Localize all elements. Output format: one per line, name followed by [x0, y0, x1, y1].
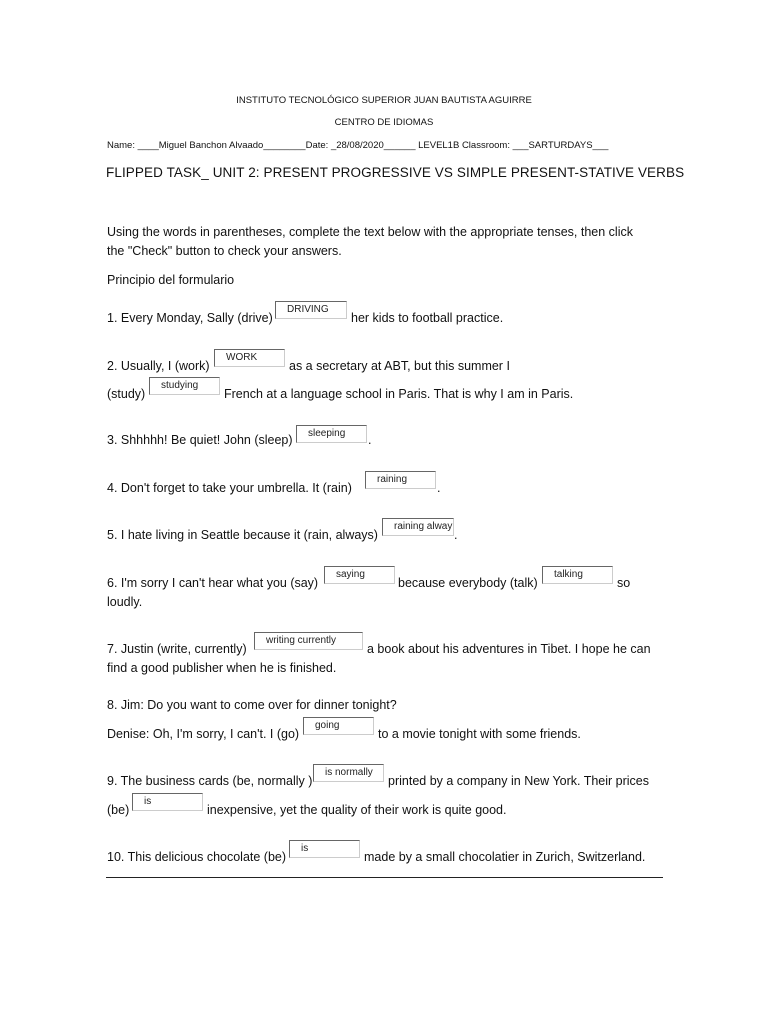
- q4-text-after: .: [437, 481, 441, 495]
- q8-text-line-1: 8. Jim: Do you want to come over for dinner tonight?: [107, 698, 397, 712]
- q5-text-before: 5. I hate living in Seattle because it (rain, always): [107, 528, 378, 542]
- instructions-line-2: the "Check" button to check your answers.: [107, 244, 342, 258]
- department-name: CENTRO DE IDIOMAS: [334, 117, 434, 128]
- q1-text-after: her kids to football practice.: [351, 311, 504, 325]
- q2-answer-input-1[interactable]: WORK: [214, 349, 285, 367]
- q9-answer-input-2[interactable]: is: [132, 793, 203, 811]
- q6-text-line-2: loudly.: [107, 595, 143, 609]
- form-start-label: Principio del formulario: [107, 273, 235, 287]
- q4-text-before: 4. Don't forget to take your umbrella. It (rain): [107, 481, 352, 495]
- q1-text-before: 1. Every Monday, Sally (drive): [107, 311, 273, 325]
- q6-answer-input-1[interactable]: saying: [324, 566, 395, 584]
- q5-answer-input[interactable]: raining alway: [382, 518, 454, 536]
- q3-answer-input[interactable]: sleeping: [296, 425, 367, 443]
- q8-text-after: to a movie tonight with some friends.: [378, 727, 581, 741]
- q10-answer-input[interactable]: is: [289, 840, 360, 858]
- q7-text-before: 7. Justin (write, currently): [107, 642, 247, 656]
- q2-text-before-2: (study): [107, 387, 146, 401]
- q6-text-after: so: [617, 576, 631, 590]
- q10-text-after: made by a small chocolatier in Zurich, Switzerland.: [364, 850, 646, 864]
- q3-text-after: .: [368, 433, 372, 447]
- q5-text-after: .: [454, 528, 458, 542]
- instructions-line-1: Using the words in parentheses, complete the text below with the appropriate tenses, then click: [107, 225, 633, 239]
- q4-answer-input[interactable]: raining: [365, 471, 436, 489]
- q2-text-after-1: as a secretary at ABT, but this summer I: [289, 359, 510, 373]
- q9-text-before: 9. The business cards (be, normally ): [107, 774, 313, 788]
- q6-answer-input-2[interactable]: talking: [542, 566, 613, 584]
- q7-text-after: a book about his adventures in Tibet. I hope he can: [367, 642, 651, 656]
- q9-text-after-2: inexpensive, yet the quality of their work is quite good.: [207, 803, 507, 817]
- q8-text-before: Denise: Oh, I'm sorry, I can't. I (go): [107, 727, 300, 741]
- institution-name: INSTITUTO TECNOLÓGICO SUPERIOR JUAN BAUTISTA AGUIRRE: [236, 95, 532, 106]
- bottom-divider: [106, 877, 663, 878]
- q9-text-before-2: (be): [107, 803, 130, 817]
- q8-answer-input[interactable]: going: [303, 717, 374, 735]
- q3-text-before: 3. Shhhhh! Be quiet! John (sleep): [107, 433, 293, 447]
- q6-text-mid: because everybody (talk): [398, 576, 538, 590]
- q2-text-before: 2. Usually, I (work): [107, 359, 210, 373]
- q9-answer-input-1[interactable]: is normally: [313, 764, 384, 782]
- task-title: FLIPPED TASK_ UNIT 2: PRESENT PROGRESSIVE VS SIMPLE PRESENT-STATIVE VERBS: [106, 165, 685, 180]
- q2-answer-input-2[interactable]: studying: [149, 377, 220, 395]
- q2-text-after-2: French at a language school in Paris. That is why I am in Paris.: [224, 387, 574, 401]
- q9-text-after-1: printed by a company in New York. Their prices: [388, 774, 650, 788]
- student-info-row: Name: ____Miguel Banchon Alvaado________Date: _28/08/2020______ LEVEL1B Classroom: ___SARTURDAYS___: [107, 140, 609, 151]
- q1-answer-input[interactable]: DRIVING: [275, 301, 347, 319]
- q7-text-line-2: find a good publisher when he is finished.: [107, 661, 337, 675]
- q7-answer-input[interactable]: writing currently: [254, 632, 363, 650]
- q10-text-before: 10. This delicious chocolate (be): [107, 850, 287, 864]
- q6-text-before: 6. I'm sorry I can't hear what you (say): [107, 576, 319, 590]
